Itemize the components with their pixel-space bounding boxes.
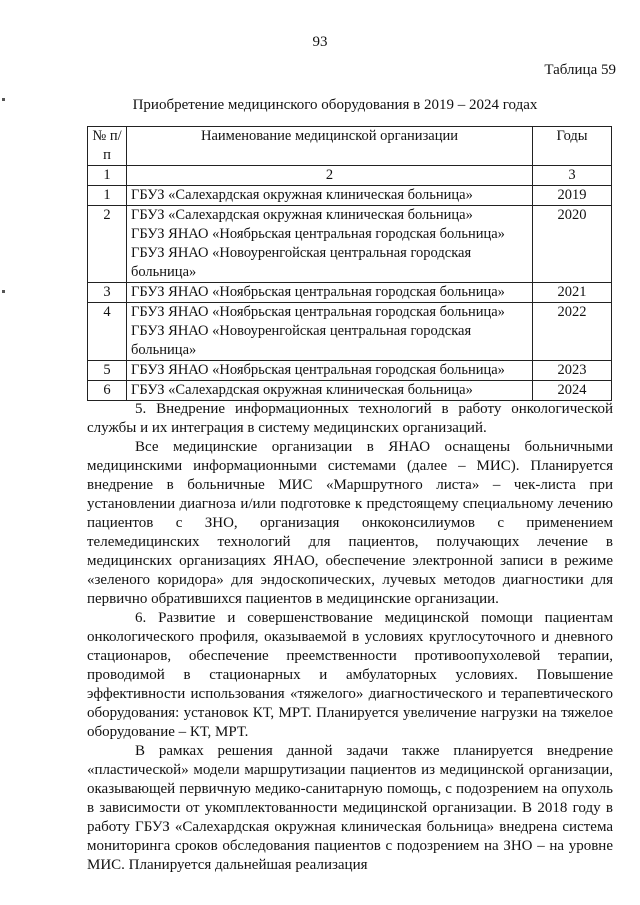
margin-mark: [2, 98, 5, 101]
organization-name: ГБУЗ ЯНАО «Ноябрьская центральная городская больница»: [131, 226, 505, 242]
table-label: Таблица 59: [544, 62, 616, 78]
margin-mark: [2, 290, 5, 293]
table-row: [88, 206, 612, 283]
table-header-row: [88, 127, 612, 166]
organization-name: ГБУЗ ЯНАО «Ноябрьская центральная городская больница»: [131, 304, 505, 320]
header-number: № п/п: [88, 127, 127, 166]
row-number: 4: [88, 303, 127, 361]
body-text: [87, 400, 613, 875]
table-title: Приобретение медицинского оборудования в 2019 – 2024 годах: [132, 97, 538, 113]
column-number: 3: [533, 166, 612, 186]
organization-name: ГБУЗ «Салехардская окружная клиническая больница»: [131, 382, 473, 398]
header-organization: Наименование медицинской организации: [127, 127, 533, 166]
row-year: 2019: [533, 186, 612, 206]
row-organizations: [127, 186, 533, 206]
organization-name: ГБУЗ ЯНАО «Новоуренгойская центральная городская больница»: [131, 323, 472, 358]
organization-name: ГБУЗ ЯНАО «Ноябрьская центральная городская больница»: [131, 284, 505, 300]
row-number: 3: [88, 283, 127, 303]
paragraph: Все медицинские организации в ЯНАО оснащены больничными медицинскими информационными системами (далее – МИС). Планируется внедрение в больничные МИС «Маршрутного листа» – чек-листа при установлении диагноза и/или подготовке к предстоящему специальному лечению пациентов с ЗНО, организация онкоконсилиумов с применением телемедицинских технологий для пациентов, получающих лечение в медицинских организациях ЯНАО, обеспечение электронной записи в режиме «зеленого коридора» для эндоскопических, лучевых методов диагностики для первично обратившихся пациентов в медицинские организации.: [87, 439, 613, 607]
row-year: 2022: [533, 303, 612, 361]
row-year: 2024: [533, 381, 612, 401]
equipment-table: [87, 126, 612, 401]
organization-name: ГБУЗ «Салехардская окружная клиническая больница»: [131, 187, 473, 203]
row-organizations: [127, 381, 533, 401]
row-number: 6: [88, 381, 127, 401]
page-number: 93: [312, 34, 328, 50]
organization-name: ГБУЗ «Салехардская окружная клиническая больница»: [131, 207, 473, 223]
column-number: 1: [88, 166, 127, 186]
row-organizations: [127, 283, 533, 303]
row-number: 1: [88, 186, 127, 206]
column-number: 2: [127, 166, 533, 186]
row-organizations: [127, 206, 533, 283]
row-number: 5: [88, 361, 127, 381]
table-row: [88, 283, 612, 303]
paragraph: 5. Внедрение информационных технологий в работу онкологической службы и их интеграция в систему медицинских организаций.: [87, 401, 613, 436]
table-row: [88, 186, 612, 206]
row-organizations: [127, 361, 533, 381]
row-number: 2: [88, 206, 127, 283]
table-row: [88, 381, 612, 401]
row-year: 2023: [533, 361, 612, 381]
paragraph: В рамках решения данной задачи также планируется внедрение «пластической» модели маршрутизации пациентов из медицинской организации, оказывающей первичную медико-санитарную помощь, с подозрением на опухоль в зависимости от укомплектованности медицинской организации. В 2018 году в работу ГБУЗ «Салехардская окружная клиническая больница» внедрена система мониторинга сроков обследования пациентов с подозрением на ЗНО – на уровне МИС. Планируется дальнейшая реализация: [87, 743, 613, 873]
organization-name: ГБУЗ ЯНАО «Ноябрьская центральная городская больница»: [131, 362, 505, 378]
paragraph: 6. Развитие и совершенствование медицинской помощи пациентам онкологического профиля, оказываемой в условиях круглосуточного и дневного стационаров, обеспечение преемственности противоопухолевой терапии, проводимой в стационарных и амбулаторных условиях. Повышение эффективности использования «тяжелого» диагностического и терапевтического оборудования: установок КТ, МРТ. Планируется увеличение нагрузки на тяжелое оборудование – КТ, МРТ.: [87, 610, 613, 740]
row-year: 2020: [533, 206, 612, 283]
row-organizations: [127, 303, 533, 361]
organization-name: ГБУЗ ЯНАО «Новоуренгойская центральная городская больница»: [131, 245, 472, 280]
table-row: [88, 303, 612, 361]
row-year: 2021: [533, 283, 612, 303]
table-row: [88, 361, 612, 381]
header-years: Годы: [533, 127, 612, 166]
column-numbers-row: [88, 166, 612, 186]
